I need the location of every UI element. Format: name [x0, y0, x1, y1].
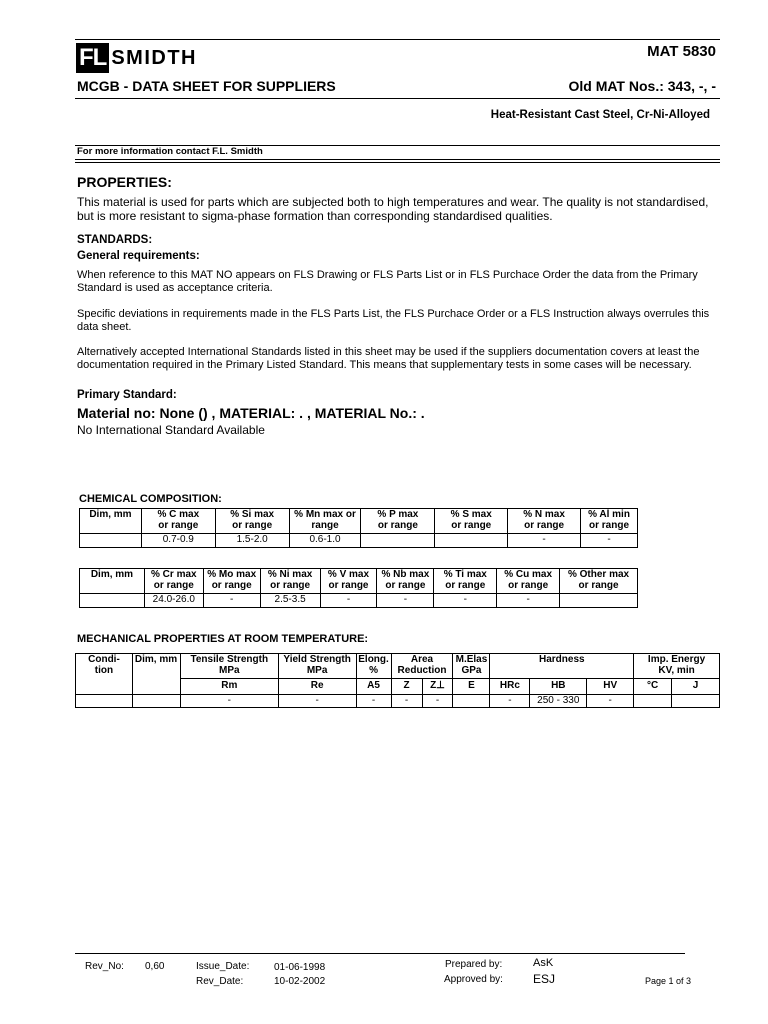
- contact-bottom-rule-1: [75, 159, 720, 160]
- table-cell: -: [278, 695, 356, 708]
- table-cell: [80, 534, 142, 548]
- chemical-composition-heading: CHEMICAL COMPOSITION:: [79, 493, 222, 505]
- document-title: MCGB - DATA SHEET FOR SUPPLIERS: [77, 78, 336, 94]
- col-si: % Si max or range: [215, 509, 289, 534]
- sub-rm: Rm: [180, 679, 278, 695]
- mechanical-value-row: [76, 695, 720, 708]
- col-dim-mm: Dim, mm: [132, 654, 180, 695]
- mechanical-header-row-1: [76, 654, 720, 679]
- col-nb: % Nb max or range: [377, 569, 434, 594]
- sub-hrc: HRc: [490, 679, 530, 695]
- col-cr: % Cr max or range: [144, 569, 203, 594]
- col-m-elas: M.Elas GPa: [453, 654, 490, 679]
- prepared-by-value: AsK: [533, 957, 554, 969]
- chemical-table-1-value-row: [80, 534, 638, 548]
- requirements-paragraph-3: Alternatively accepted International Standards listed in this sheet may be used if the suppliers documentation covers at least the documentation required in the Primary Listed Standard. This means that supplementary tests in some cases will be necessary.: [77, 346, 700, 371]
- material-description: Heat-Resistant Cast Steel, Cr-Ni-Alloyed: [490, 109, 710, 121]
- col-v: % V max or range: [320, 569, 377, 594]
- logo-wordmark: SMIDTH: [111, 47, 197, 69]
- footer-rule: [75, 953, 685, 954]
- requirements-paragraph-1: When reference to this MAT NO appears on FLS Drawing or FLS Parts List or in FLS Purchace Order the data from the Primary Standard is used as acceptance criteria.: [77, 269, 698, 294]
- table-cell: 0.6-1.0: [289, 534, 361, 548]
- table-cell: [634, 695, 672, 708]
- company-logo: [76, 43, 197, 73]
- col-hardness: Hardness: [490, 654, 634, 679]
- col-condition: Condi- tion: [76, 654, 133, 695]
- mechanical-properties-heading: MECHANICAL PROPERTIES AT ROOM TEMPERATURE:: [77, 633, 369, 645]
- col-c: % C max or range: [141, 509, 215, 534]
- col-other: % Other max or range: [560, 569, 638, 594]
- col-ni: % Ni max or range: [260, 569, 320, 594]
- primary-standard-heading: Primary Standard:: [77, 389, 177, 401]
- sub-z-perp: Z⊥: [422, 679, 453, 695]
- logo-box-mark: FL: [76, 43, 109, 73]
- old-mat-numbers: Old MAT Nos.: 343, -, -: [568, 78, 716, 94]
- approved-by-value: ESJ: [533, 972, 556, 986]
- col-mo: % Mo max or range: [203, 569, 260, 594]
- col-yield-strength: Yield Strength MPa: [278, 654, 356, 679]
- sub-re: Re: [278, 679, 356, 695]
- col-mn: % Mn max or range: [289, 509, 361, 534]
- issue-date-label: Issue_Date:: [196, 961, 250, 972]
- chemical-table-2: [79, 568, 638, 608]
- mechanical-table: [75, 653, 720, 708]
- standards-heading: STANDARDS:: [77, 234, 153, 246]
- col-cu: % Cu max or range: [497, 569, 560, 594]
- table-cell: [132, 695, 180, 708]
- approved-by-label: Approved by:: [444, 974, 503, 985]
- table-cell: -: [508, 534, 581, 548]
- properties-text: This material is used for parts which are subjected both to high temperatures and wear. The quality is not standardised, but is more resistant to sigma-phase formation than corresponding standardised qualities.: [77, 195, 709, 223]
- table-cell: [560, 594, 638, 608]
- table-cell: -: [422, 695, 453, 708]
- chemical-table-1: [79, 508, 638, 548]
- table-cell: [76, 695, 133, 708]
- sub-z: Z: [391, 679, 422, 695]
- col-dim-mm: Dim, mm: [80, 569, 145, 594]
- col-elongation: Elong. %: [356, 654, 391, 679]
- table-cell: 2.5-3.5: [260, 594, 320, 608]
- chemical-table-1-header-row: [80, 509, 638, 534]
- table-cell: -: [587, 695, 634, 708]
- table-cell: -: [356, 695, 391, 708]
- sub-j: J: [672, 679, 720, 695]
- issue-date-value: 01-06-1998: [274, 962, 326, 973]
- col-al: % Al min or range: [581, 509, 638, 534]
- rev-no-label: Rev_No:: [85, 961, 124, 972]
- no-international-standard: No International Standard Available: [77, 423, 265, 437]
- mat-number: MAT 5830: [647, 43, 716, 60]
- requirements-paragraph-2: Specific deviations in requirements made in the FLS Parts List, the FLS Purchace Order or a FLS Instruction always overrules this data sheet.: [77, 308, 710, 333]
- table-cell: -: [434, 594, 497, 608]
- col-impact-energy: Imp. Energy KV, min: [634, 654, 720, 679]
- table-cell: -: [377, 594, 434, 608]
- sub-hv: HV: [587, 679, 634, 695]
- chemical-table-2-value-row: [80, 594, 638, 608]
- col-s: % S max or range: [435, 509, 508, 534]
- sub-a5: A5: [356, 679, 391, 695]
- top-rule: [75, 39, 720, 40]
- table-cell: 250 - 330: [530, 695, 587, 708]
- col-dim-mm: Dim, mm: [80, 509, 142, 534]
- general-requirements-heading: General requirements:: [77, 250, 200, 262]
- table-cell: -: [203, 594, 260, 608]
- table-cell: [672, 695, 720, 708]
- material-line: Material no: None () , MATERIAL: . , MATERIAL No.: .: [77, 405, 425, 421]
- col-n: % N max or range: [508, 509, 581, 534]
- table-cell: -: [490, 695, 530, 708]
- contact-bottom-rule-2: [75, 162, 720, 163]
- page-number: Page 1 of 3: [645, 976, 692, 986]
- table-cell: -: [391, 695, 422, 708]
- table-cell: -: [497, 594, 560, 608]
- table-cell: [361, 534, 435, 548]
- table-cell: [80, 594, 145, 608]
- col-p: % P max or range: [361, 509, 435, 534]
- table-cell: -: [180, 695, 278, 708]
- sub-temp-c: °C: [634, 679, 672, 695]
- col-ti: % Ti max or range: [434, 569, 497, 594]
- table-cell: 24.0-26.0: [144, 594, 203, 608]
- sub-hb: HB: [530, 679, 587, 695]
- properties-heading: PROPERTIES:: [77, 174, 172, 190]
- col-area-reduction: Area Reduction: [391, 654, 453, 679]
- sub-e: E: [453, 679, 490, 695]
- rev-date-value: 10-02-2002: [274, 976, 326, 987]
- chemical-table-2-header-row: [80, 569, 638, 594]
- header-rule: [75, 98, 720, 99]
- table-cell: -: [320, 594, 377, 608]
- rev-no-value: 0,60: [145, 961, 165, 972]
- table-cell: 1.5-2.0: [215, 534, 289, 548]
- rev-date-label: Rev_Date:: [196, 976, 244, 987]
- table-cell: [453, 695, 490, 708]
- table-cell: 0.7-0.9: [141, 534, 215, 548]
- contact-line: For more information contact F.L. Smidth: [77, 146, 263, 157]
- prepared-by-label: Prepared by:: [445, 959, 503, 970]
- col-tensile-strength: Tensile Strength MPa: [180, 654, 278, 679]
- table-cell: [435, 534, 508, 548]
- table-cell: -: [581, 534, 638, 548]
